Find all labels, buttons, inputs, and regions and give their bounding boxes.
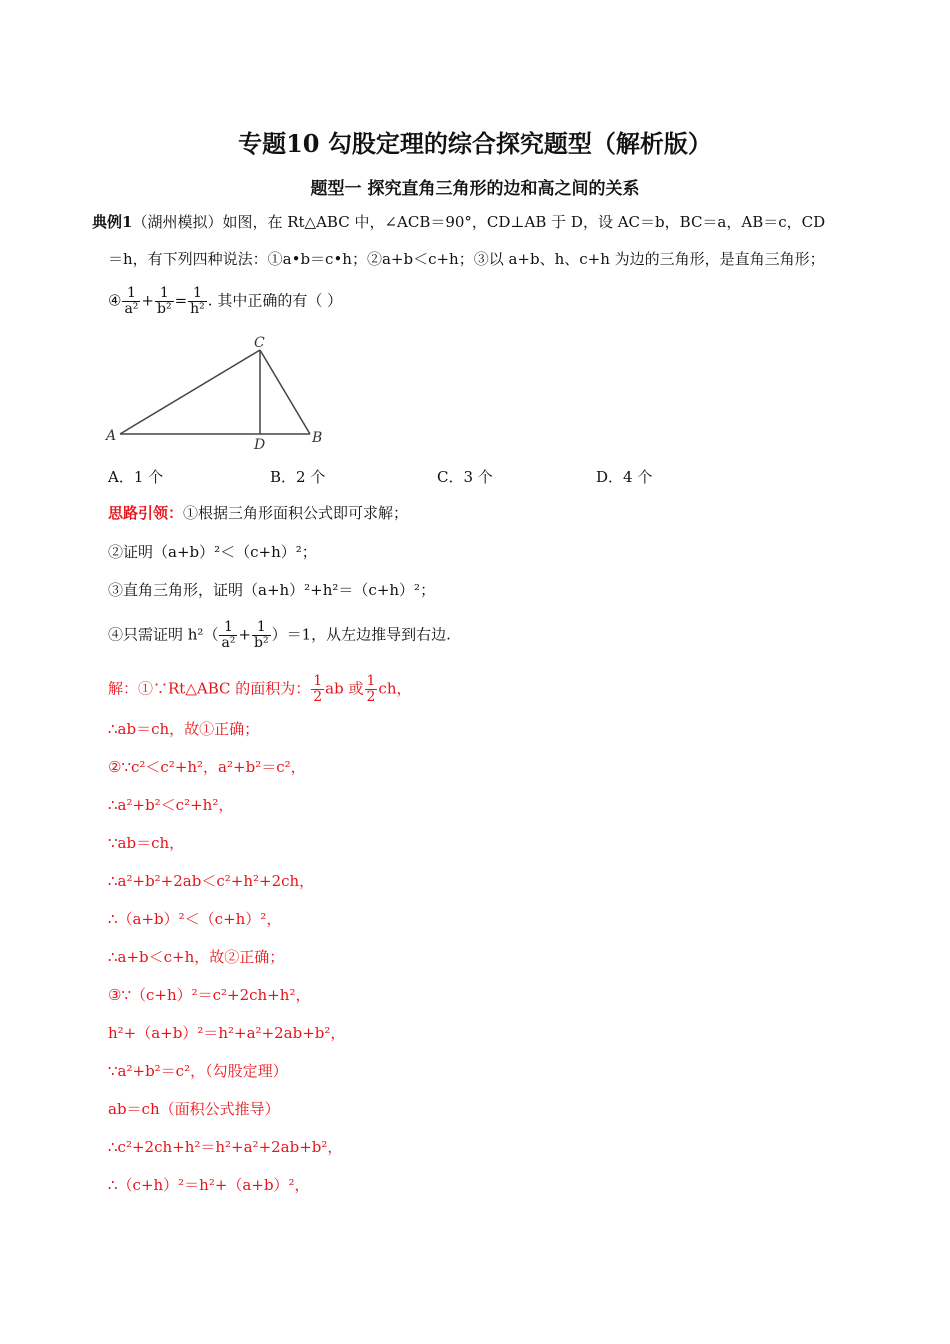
option-b: B．2 个 bbox=[270, 468, 326, 486]
fraction: $\frac{1}{\text{b²}}$ bbox=[254, 619, 269, 651]
fraction: $\frac{1}{\text{b²}}$ bbox=[157, 285, 172, 317]
label-b: B bbox=[312, 430, 323, 446]
example-line-2: ＝h，有下列四种说法：①a•b＝c•h；②a+b＜c+h；③以 a+b、h、c+h 为边的三角形，是直角三角形； bbox=[108, 250, 825, 268]
option-c: C．3 个 bbox=[437, 468, 493, 486]
solution-line: ∴（c+h）²＝h²+（a+b）²， bbox=[108, 1176, 310, 1194]
label-c: C bbox=[254, 335, 265, 351]
example-label: 典例1 bbox=[92, 213, 133, 231]
hint-line-1: 思路引领：①根据三角形面积公式即可求解； bbox=[108, 504, 409, 522]
solution-line: ab＝ch（面积公式推导） bbox=[108, 1100, 280, 1118]
label-a: A bbox=[106, 428, 117, 444]
fraction: $\frac{1}{\text{h²}}$ bbox=[190, 285, 205, 317]
side-ac bbox=[120, 350, 260, 434]
triangle-figure bbox=[100, 330, 340, 455]
fraction: $\frac{1}{2}$ bbox=[366, 673, 376, 705]
page-title: 专题10 勾股定理的综合探究题型（解析版） bbox=[238, 129, 712, 158]
solution-line: ∵a²+b²＝c²，（勾股定理） bbox=[108, 1062, 288, 1080]
solution-line: h²+（a+b）²＝h²+a²+2ab+b²， bbox=[108, 1024, 346, 1042]
hint-label: 思路引领： bbox=[108, 504, 184, 522]
example-line-1: 典例1（湖州模拟）如图，在 Rt△ABC 中，∠ACB＝90°，CD⊥AB 于 D，设 AC＝b，BC＝a，AB＝c，CD bbox=[92, 213, 826, 231]
solution-line: ∴a²+b²+2ab＜c²+h²+2ch， bbox=[108, 872, 315, 890]
solution-line: ②∵c²＜c²+h²，a²+b²＝c²， bbox=[108, 758, 306, 776]
solution-line: ∴a+b＜c+h，故②正确； bbox=[108, 948, 285, 966]
solution-line: ∴（a+b）²＜（c+h）²， bbox=[108, 910, 282, 928]
option-a: A．1 个 bbox=[108, 468, 164, 486]
solution-line: ③∵（c+h）²＝c²+2ch+h²， bbox=[108, 986, 311, 1004]
hint-line-4: ④只需证明 h²（ $\frac{1}{\text{a²}}$ + $\frac{1}{\text{b²}}$ ）＝1，从左边推导到右边. bbox=[108, 619, 451, 651]
fraction: $\frac{1}{2}$ bbox=[313, 673, 323, 705]
fraction: $\frac{1}{\text{a²}}$ bbox=[124, 285, 139, 317]
solution-line-1: 解：①∵Rt△ABC 的面积为： $\frac{1}{2}$ ab 或 $\frac{1}{2}$ ch， bbox=[108, 673, 412, 705]
solution-line: ∴ab＝ch，故①正确； bbox=[108, 720, 260, 738]
label-d: D bbox=[254, 437, 266, 453]
option-d: D．4 个 bbox=[596, 468, 653, 486]
solution-line: ∴a²+b²＜c²+h²， bbox=[108, 796, 234, 814]
solution-line: ∵ab＝ch， bbox=[108, 834, 185, 852]
solution-line: ∴c²+2ch+h²＝h²+a²+2ab+b²， bbox=[108, 1138, 343, 1156]
hint-line-3: ③直角三角形，证明（a+h）²+h²＝（c+h）²； bbox=[108, 581, 436, 599]
fraction: $\frac{1}{\text{a²}}$ bbox=[221, 619, 236, 651]
hint-line-2: ②证明（a+b）²＜（c+h）²； bbox=[108, 543, 317, 561]
side-bc bbox=[260, 350, 310, 434]
section-title: 题型一 探究直角三角形的边和高之间的关系 bbox=[310, 179, 640, 199]
example-line-3: ④ $\frac{1}{\text{a²}}$ + $\frac{1}{\text{b²}}$ = $\frac{1}{\text{h²}}$ . 其中正确的有（ ） bbox=[108, 285, 343, 317]
